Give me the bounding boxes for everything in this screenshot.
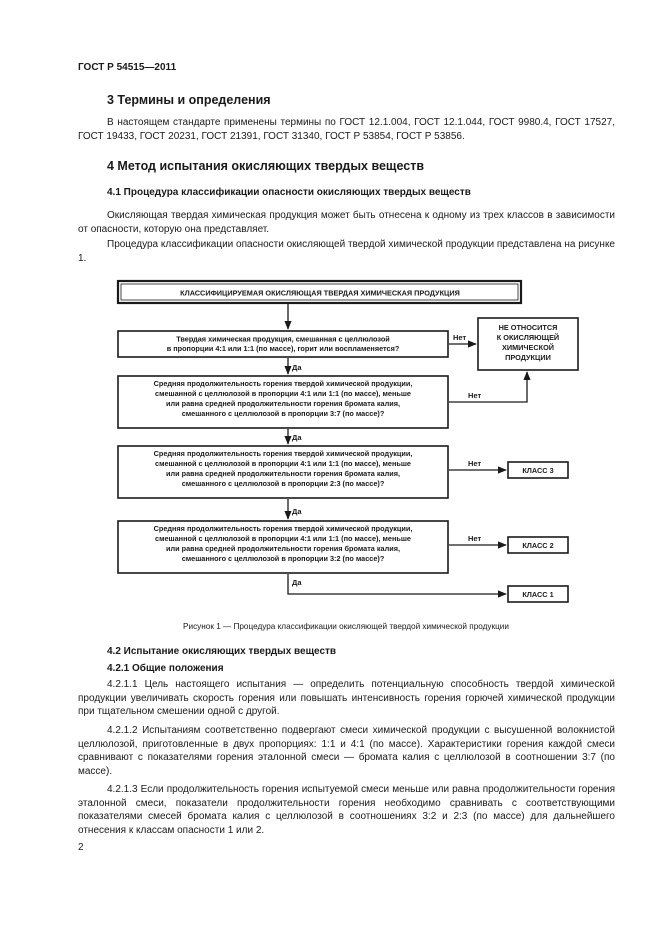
paragraph-4-2-1-2: 4.2.1.2 Испытаниям соответственно подвергают смеси химической продукции с высушенной волокнистой целлюлозой, приготовленные в двух пропорциях: 1:1 и 4:1 (по массе). Характеристики горения каждой смеси сравнивают с показателями горения эталонной смеси — бромата калия с целлюлозой в соотношении 3:7 (по массе). [78, 725, 615, 777]
paragraph-4-2-1-1: 4.2.1.1 Цель настоящего испытания — определить потенциальную способность твердой химической продукции увеличивать скорость горения или повышать интенсивность горения горючей химической продукции при тщательном смешении одной с другой. [78, 679, 615, 718]
paragraph-figure-ref: Процедура классификации опасности окисляющей твердой химической продукции представлена на рисунке 1. [78, 239, 615, 264]
q3-line-4: смешанного с целлюлозой в пропорции 2:3 (по массе)? [181, 479, 385, 488]
section-3-title: 3 Термины и определения [107, 93, 271, 107]
q4-line-2: смешанной с целлюлозой в пропорции 4:1 или 1:1 (по массе), меньше [155, 534, 411, 543]
q3-line-3: или равна средней продолжительности горения бромата калия, [166, 469, 400, 478]
paragraph-classes: Окисляющая твердая химическая продукция может быть отнесена к одному из трех классов в зависимости от опасности, которую она представляет. [78, 210, 615, 235]
document-header: ГОСТ Р 54515—2011 [78, 62, 177, 73]
subsection-4-2-1-title: 4.2.1 Общие положения [107, 663, 224, 674]
figure-caption: Рисунок 1 — Процедура классификации окисляющей твердой химической продукции [183, 622, 509, 631]
class-1-label: КЛАСС 1 [522, 590, 554, 599]
no-label-2: Нет [468, 391, 482, 400]
yes-label-3: Да [292, 507, 302, 516]
q2-line-3: или равна средней продолжительности горения бромата калия, [166, 399, 400, 408]
section-4-title: 4 Метод испытания окисляющих твердых веществ [107, 159, 425, 173]
q2-line-1: Средняя продолжительность горения твердой химической продукции, [153, 379, 413, 388]
not-oxidizing-line-2: К ОКИСЛЯЮЩЕЙ [496, 333, 560, 342]
q2-line-4: смешанного с целлюлозой в пропорции 3:7 (по массе)? [181, 409, 385, 418]
q3-line-2: смешанной с целлюлозой в пропорции 4:1 или 1:1 (по массе), меньше [155, 459, 411, 468]
page-number: 2 [78, 842, 84, 853]
q2-line-2: смешанной с целлюлозой в пропорции 4:1 или 1:1 (по массе), меньше [155, 389, 411, 398]
q1-line-1: Твердая химическая продукция, смешанная с целлюлозой [176, 334, 390, 344]
yes-label-1: Да [292, 363, 302, 372]
yes-label-4: Да [292, 578, 302, 587]
q3-line-1: Средняя продолжительность горения твердой химической продукции, [153, 449, 413, 458]
arrow-q2-to-not-oxidizing [449, 372, 527, 402]
not-oxidizing-line-1: НЕ ОТНОСИТСЯ [498, 323, 558, 332]
q1-line-2: в пропорции 4:1 или 1:1 (по массе), горит или воспламеняется? [166, 344, 400, 353]
subsection-4-1-title: 4.1 Процедура классификации опасности окисляющих твердых веществ [107, 187, 471, 198]
paragraph-4-2-1-3: 4.2.1.3 Если продолжительность горения испытуемой смеси меньше или равна продолжительности горения эталонной смеси, показатели продолжительности горения необходимо сравнивать с соответствующими показателями смесей бромата калия с целлюлозой в соотношениях 3:2 и 2:3 (по массе) для дальнейшего отнесения к классам опасности 1 или 2. [78, 784, 615, 836]
no-label-1: Нет [453, 333, 467, 342]
no-label-3: Нет [468, 459, 482, 468]
arrow-q4-to-class1 [288, 574, 506, 594]
q4-line-1: Средняя продолжительность горения твердой химической продукции, [153, 524, 413, 533]
not-oxidizing-line-3: ХИМИЧЕСКОЙ [501, 343, 555, 352]
section-3-text: В настоящем стандарте применены термины по ГОСТ 12.1.004, ГОСТ 12.1.044, ГОСТ 9980.4, ГОСТ 17527, ГОСТ 19433, ГОСТ 20231, ГОСТ 21391, ГОСТ 31340, ГОСТ Р 53854, ГОСТ Р 53856. [78, 117, 615, 142]
class-2-label: КЛАСС 2 [522, 541, 554, 550]
no-label-4: Нет [468, 534, 482, 543]
class-3-label: КЛАСС 3 [522, 466, 554, 475]
top-box-label: КЛАССИФИЦИРУЕМАЯ ОКИСЛЯЮЩАЯ ТВЕРДАЯ ХИМИЧЕСКАЯ ПРОДУКЦИЯ [180, 288, 460, 298]
not-oxidizing-line-4: ПРОДУКЦИИ [505, 353, 551, 362]
section-4-2-title: 4.2 Испытание окисляющих твердых веществ [107, 646, 337, 657]
q4-line-3: или равна средней продолжительности горения бромата калия, [166, 544, 400, 553]
q4-line-4: смешанного с целлюлозой в пропорции 3:2 (по массе)? [181, 554, 385, 563]
yes-label-2: Да [292, 433, 302, 442]
